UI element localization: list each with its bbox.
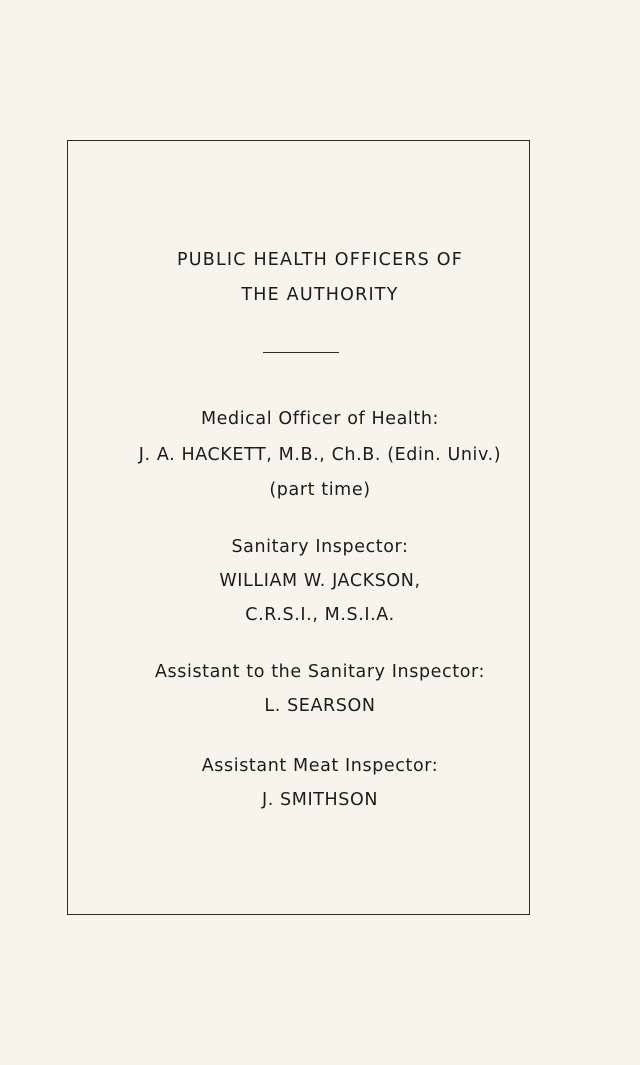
- heading-line-1: PUBLIC HEALTH OFFICERS OF: [176, 250, 463, 270]
- medical-officer-name: J. A. HACKETT, M.B., Ch.B. (Edin. Univ.): [138, 445, 502, 465]
- sanitary-inspector-role: Sanitary Inspector:: [231, 537, 409, 557]
- assistant-meat-inspector-role: Assistant Meat Inspector:: [201, 756, 439, 776]
- heading-line-2: THE AUTHORITY: [241, 285, 399, 305]
- assistant-sanitary-inspector-role: Assistant to the Sanitary Inspector:: [154, 662, 485, 682]
- sanitary-inspector-name: WILLIAM W. JACKSON,: [219, 571, 421, 591]
- divider-rule: [263, 352, 339, 353]
- assistant-sanitary-inspector-name: L. SEARSON: [264, 696, 376, 716]
- sanitary-inspector-qualifications: C.R.S.I., M.S.I.A.: [245, 605, 395, 625]
- medical-officer-note: (part time): [269, 480, 371, 500]
- assistant-meat-inspector-name: J. SMITHSON: [261, 790, 379, 810]
- medical-officer-role: Medical Officer of Health:: [200, 409, 440, 429]
